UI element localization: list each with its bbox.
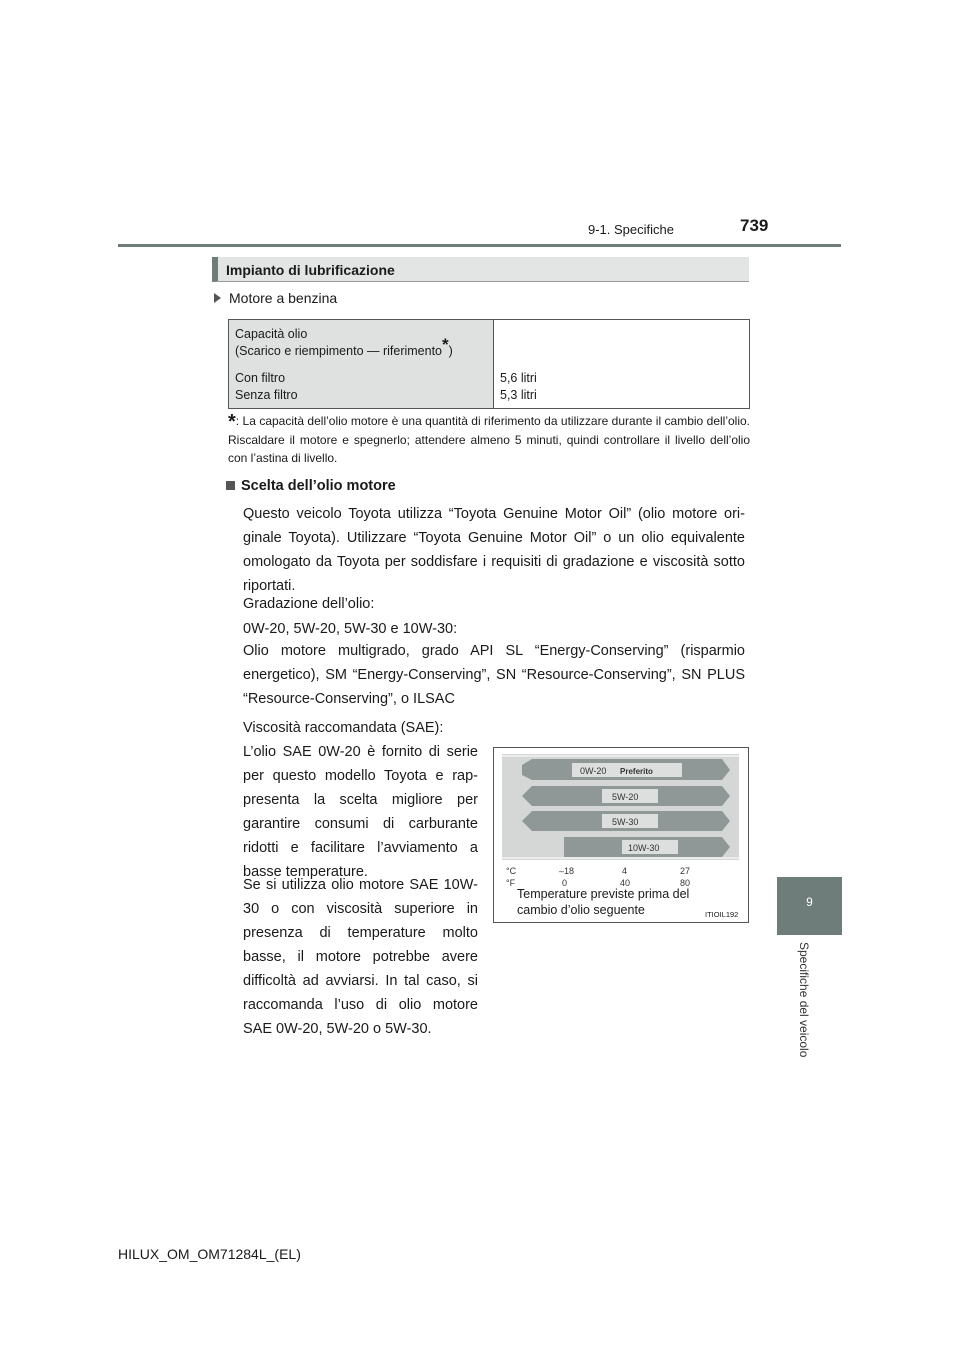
capacity-head-close: ) bbox=[448, 344, 453, 358]
unit-fahrenheit: °F bbox=[506, 878, 516, 888]
bar-5w20 bbox=[522, 786, 730, 806]
bar-label-0w20: 0W-20 bbox=[580, 766, 607, 776]
bar-0w20 bbox=[522, 759, 730, 780]
tick-f-1: 0 bbox=[562, 878, 568, 888]
oil-selection-title: Scelta dell’olio motore bbox=[241, 478, 396, 494]
footnote-star: * bbox=[442, 334, 449, 354]
section-title: Impianto di lubrificazione bbox=[226, 262, 395, 278]
oil-selection-heading bbox=[226, 478, 396, 494]
oil-paragraph-2: L’olio SAE 0W-20 è fornito di serie per questo modello Toyota e rap-presenta la scelta migliore per garantire consumi di carburante ridotti e facilitare l’avviamento a basse temperature. bbox=[243, 744, 478, 880]
chapter-label: Specifiche del veicolo bbox=[797, 942, 811, 1058]
tick-c-3: 27 bbox=[680, 866, 691, 876]
tick-f-2: 40 bbox=[620, 878, 631, 888]
capacity-value-cell bbox=[494, 320, 750, 409]
footnote-star-mark: * bbox=[228, 411, 236, 433]
capacity-head-line1: Capacità olio bbox=[235, 327, 308, 341]
footer-code: HILUX_OM_OM71284L_(EL) bbox=[118, 1246, 301, 1262]
header-rule bbox=[118, 244, 841, 247]
capacity-head-line2: (Scarico e riempimento — riferimento bbox=[235, 344, 443, 358]
grade-list: 0W-20, 5W-20, 5W-30 e 10W-30: bbox=[243, 621, 458, 637]
section-header: 9-1. Specifiche bbox=[588, 222, 674, 237]
capacity-label-cell bbox=[229, 320, 494, 409]
tick-c-2: 4 bbox=[622, 866, 628, 876]
figure-caption bbox=[517, 886, 689, 918]
square-bullet-icon bbox=[226, 481, 235, 490]
oil-paragraph-1: Questo veicolo Toyota utilizza “Toyota Genuine Motor Oil” (olio motore ori-ginale Toyota). Utilizzare “Toyota Genuine Motor Oil” o un olio equivalente omologato da Toyota per soddisfare i requisiti di gradazione e viscosità sotto riportati. bbox=[243, 506, 745, 594]
bar-label-preferito: Preferito bbox=[620, 767, 653, 776]
chapter-number: 9 bbox=[806, 895, 813, 909]
row-label-without-filter: Senza filtro bbox=[235, 388, 298, 402]
bar-label-5w20: 5W-20 bbox=[612, 792, 639, 802]
bar-label-10w30: 10W-30 bbox=[628, 843, 660, 853]
grade-description: Olio motore multigrado, grado API SL “Energy-Conserving” (risparmio energetico), SM “Energy-Conserving”, SN “Resource-Conserving”, SN PLUS “Resource-Conserving”, o ILSAC bbox=[243, 643, 745, 707]
caption-line-1: Temperature previste prima del bbox=[517, 887, 690, 901]
unit-celsius: °C bbox=[506, 866, 517, 876]
grade-label: Gradazione dell’olio: bbox=[243, 596, 375, 612]
section-title-bar bbox=[212, 257, 749, 282]
oil-paragraph-3: Se si utilizza olio motore SAE 10W-30 o con viscosità superiore in presenza di temperature molto basse, il motore potrebbe avere difficoltà ad avviarsi. In tal caso, si raccomanda l’uso di olio motore SAE 0W-20, 5W-20 o 5W-30. bbox=[243, 877, 478, 1037]
value-without-filter: 5,3 litri bbox=[500, 388, 537, 402]
tick-f-3: 80 bbox=[680, 878, 691, 888]
row-label-with-filter: Con filtro bbox=[235, 371, 286, 385]
caption-line-2: cambio d’olio seguente bbox=[517, 903, 645, 917]
viscosity-label: Viscosità raccomandata (SAE): bbox=[243, 720, 444, 736]
tick-c-1: –18 bbox=[559, 866, 575, 876]
value-with-filter: 5,6 litri bbox=[500, 371, 537, 385]
capacity-table bbox=[228, 319, 750, 409]
bar-5w30 bbox=[522, 811, 730, 831]
viscosity-figure bbox=[493, 747, 749, 923]
footnote-text: : La capacità dell’olio motore è una quantità di riferimento da utilizzare durante il cambio dell’olio. Riscaldare il motore e spegnerlo; attendere almeno 5 minuti, quindi controllare il livello dell’olio con l’astina di livello. bbox=[228, 414, 750, 465]
engine-label: Motore a benzina bbox=[229, 290, 338, 306]
figure-code: ITIOIL192 bbox=[705, 910, 739, 919]
bar-10w30 bbox=[564, 837, 730, 857]
chapter-tab bbox=[777, 877, 842, 935]
triangle-bullet-icon bbox=[214, 293, 221, 303]
footnote bbox=[228, 412, 750, 467]
page-number: 739 bbox=[740, 216, 769, 235]
bar-label-5w30: 5W-30 bbox=[612, 817, 639, 827]
engine-bullet bbox=[214, 290, 337, 306]
